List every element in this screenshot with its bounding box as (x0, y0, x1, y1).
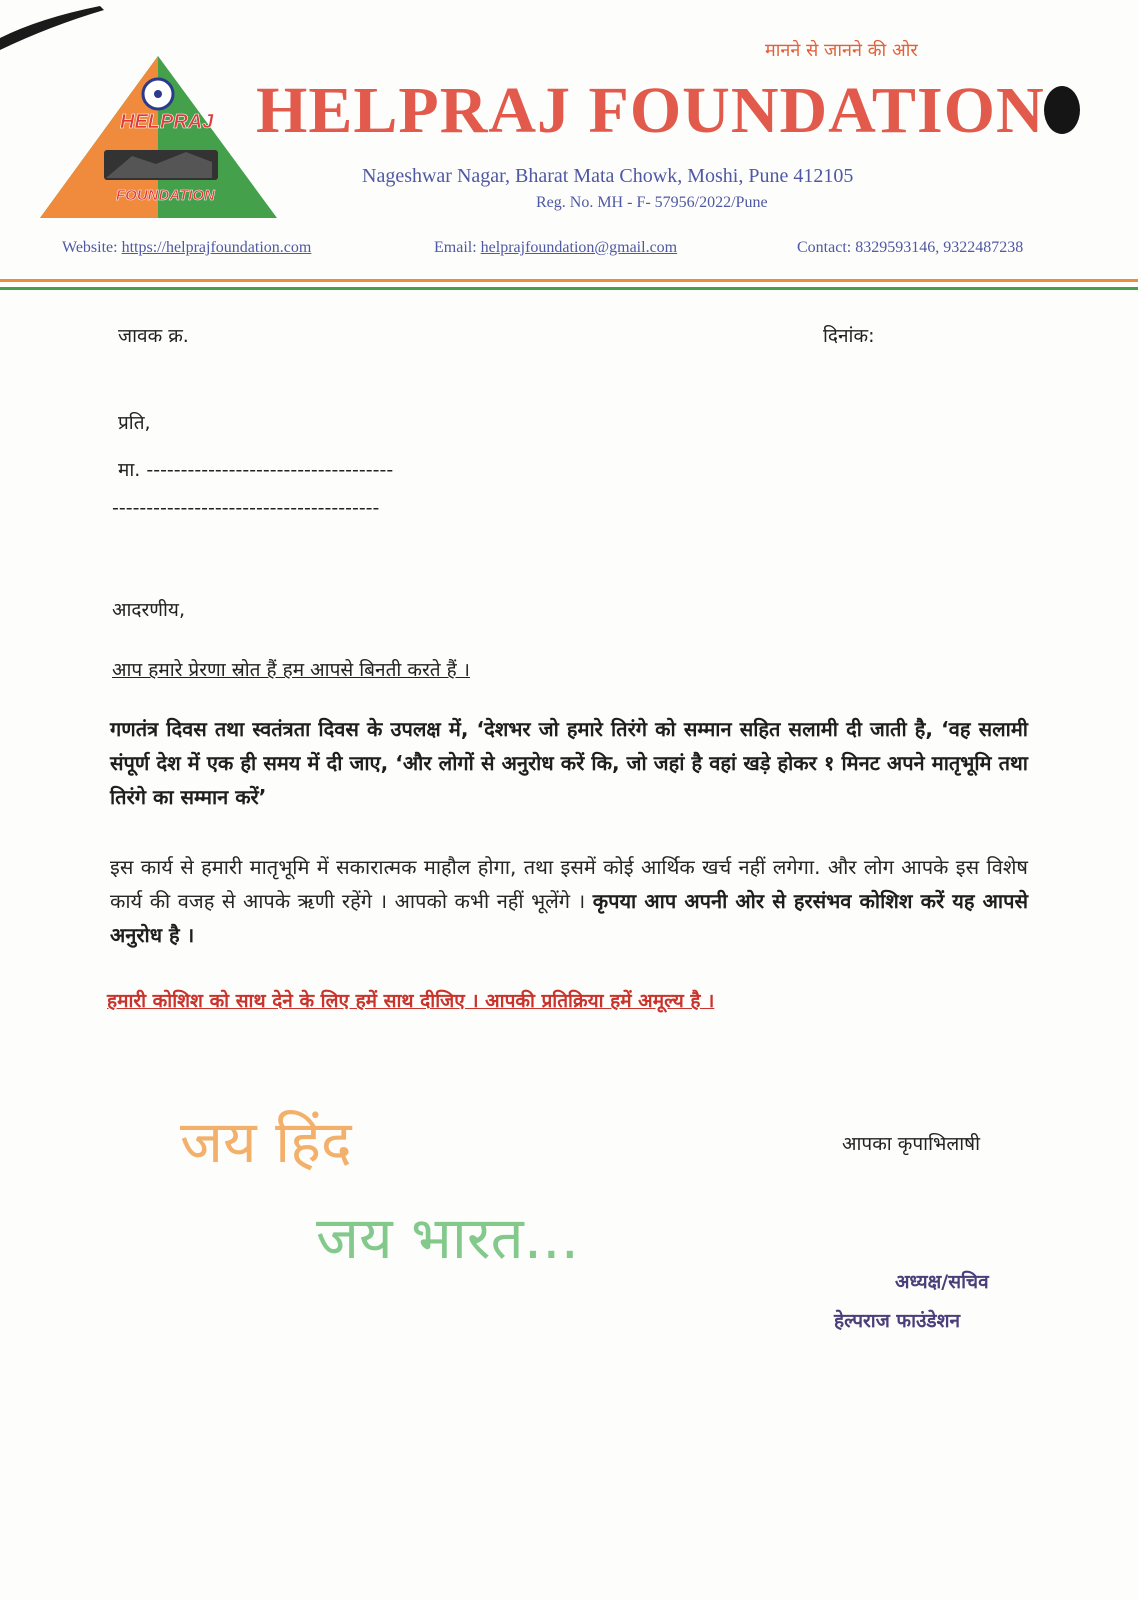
reference-number-label: जावक क्र. (118, 325, 189, 347)
organization-name: HELPRAJ FOUNDATION (256, 74, 1045, 147)
signatory-organization: हेल्पराज फाउंडेशन (834, 1310, 961, 1332)
website-label: Website: (62, 239, 118, 256)
foundation-logo (36, 52, 281, 228)
intro-line: आप हमारे प्रेरणा स्रोत हैं हम आपसे बिनती करते हैं । (112, 659, 470, 681)
benefit-bold-text: कृपया आप अपनी ओर से हरसंभव कोशिश करें यह आपसे अनुरोध है । (110, 889, 1029, 947)
tagline: मानने से जानने की ओर (765, 40, 918, 61)
logo-bottom-text: FOUNDATION (116, 187, 215, 204)
scan-smudge (0, 0, 140, 60)
recipient-name-line: मा. ------------------------------------ (118, 459, 394, 481)
recipient-address-line: --------------------------------------- (112, 497, 380, 519)
website-info (62, 239, 311, 257)
recipient-label: प्रति, (118, 412, 151, 434)
slogan-jai-bharat: जय भारत... (316, 1204, 580, 1272)
contact-label: Contact: (797, 239, 852, 256)
appeal-line: हमारी कोशिश को साथ देने के लिए हमें साथ दीजिए । आपकी प्रतिक्रिया हमें अमूल्य है । (107, 990, 715, 1012)
email-link[interactable]: helprajfoundation@gmail.com (480, 239, 678, 256)
date-label: दिनांक: (823, 325, 875, 347)
contact-info (797, 239, 1023, 257)
email-label: Email: (434, 239, 477, 256)
contact-numbers: 8329593146, 9322487238 (855, 239, 1024, 256)
website-link[interactable]: https://helprajfoundation.com (121, 239, 312, 256)
closing-phrase: आपका कृपाभिलाषी (842, 1133, 981, 1155)
benefit-text: इस कार्य से हमारी मातृभूमि में सकारात्मक माहौल होगा, तथा इसमें कोई आर्थिक खर्च नहीं लगेगा. और लोग आपके इस विशेष कार्य की वजह से आपके ऋणी रहेंगे । आपको कभी नहीं भूलेंगे । (110, 855, 1028, 913)
slogan-jai-hind: जय हिंद (180, 1108, 352, 1176)
email-info (434, 239, 677, 257)
registration-number: Reg. No. MH - F- 57956/2022/Pune (536, 194, 768, 211)
request-paragraph: गणतंत्र दिवस तथा स्वतंत्रता दिवस के उपलक्ष में, ‘देशभर जो हमारे तिरंगे को सम्मान सहित सलामी दी जाती है, ‘वह सलामी संपूर्ण देश में एक ही समय में दी जाए, ‘और लोगों से अनुरोध करें कि, जो जहां है वहां खड़े होकर १ मिनट अपने मातृभूमि तथा तिरंगे का सम्मान करें’ (110, 717, 1028, 809)
logo-top-text: HELPRAJ (120, 111, 214, 133)
divider-green (0, 287, 1138, 290)
salutation: आदरणीय, (112, 599, 185, 621)
designation: अध्यक्ष/सचिव (895, 1271, 989, 1293)
benefit-paragraph (110, 850, 1028, 952)
divider-orange (0, 279, 1138, 282)
address: Nageshwar Nagar, Bharat Mata Chowk, Moshi, Pune 412105 (362, 165, 854, 187)
